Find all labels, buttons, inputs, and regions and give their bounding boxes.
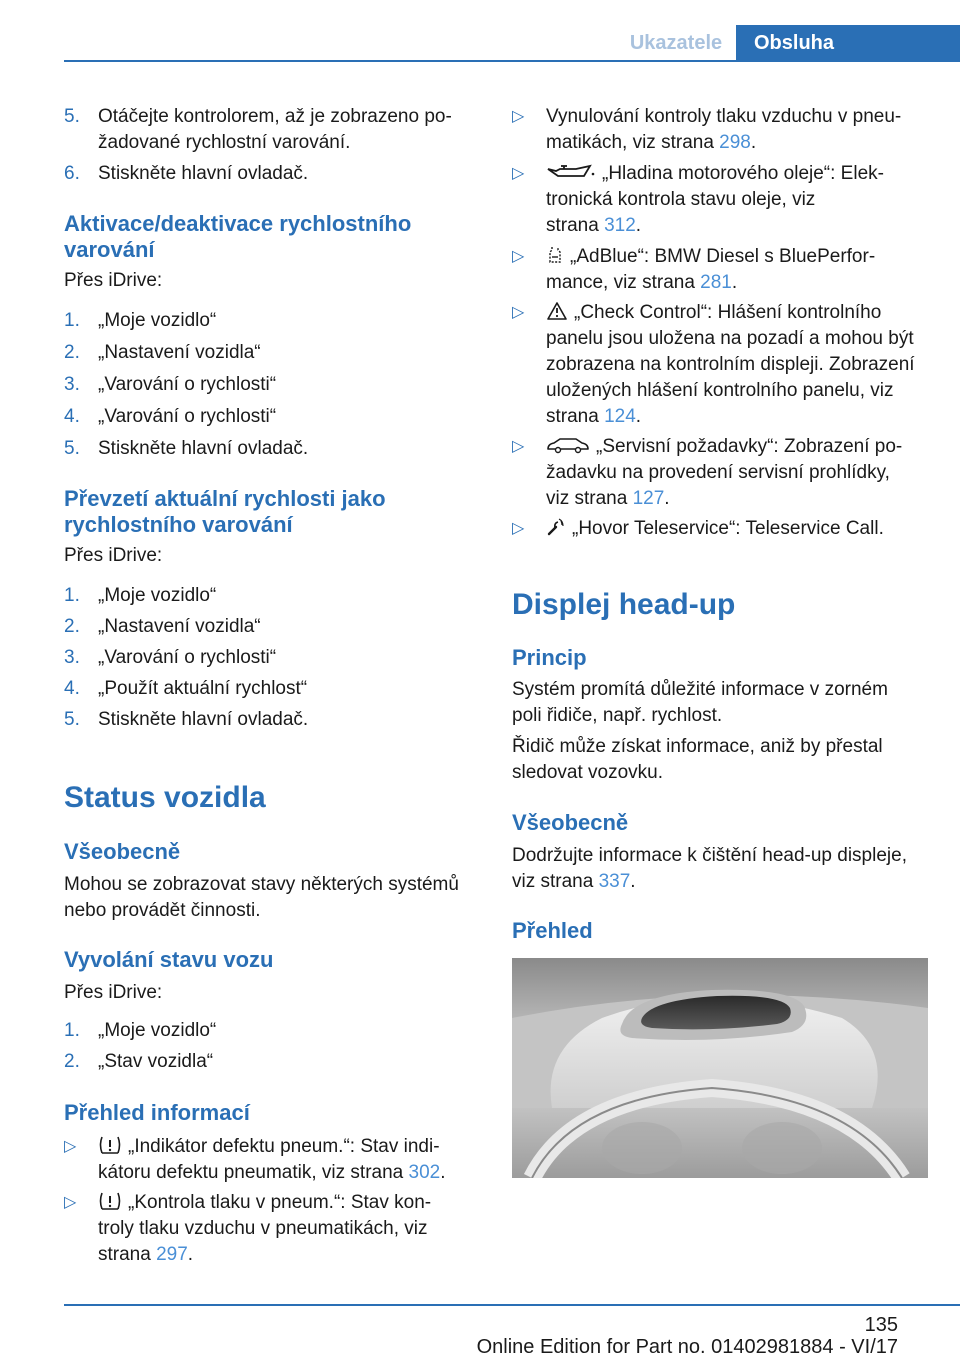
intro-text: Přes iDrive: xyxy=(64,270,163,291)
intro-text: Přes iDrive: xyxy=(64,545,163,566)
triangle-bullet-icon: ▷ xyxy=(64,1194,77,1211)
tire-defect-icon xyxy=(98,1135,122,1155)
list-item: 3. „Varování o rychlosti“ xyxy=(64,647,277,668)
list-item: 5. Stiskněte hlavní ovladač. xyxy=(64,709,309,730)
list-item: 1. „Moje vozidlo“ xyxy=(64,585,217,606)
triangle-bullet-icon: ▷ xyxy=(512,108,525,125)
list-item: 2. „Stav vozidla“ xyxy=(64,1051,214,1072)
section-title: rychlostního varování xyxy=(64,512,293,537)
list-item: 4. „Použít aktuální rychlost“ xyxy=(64,678,308,699)
list-item: 1. „Moje vozidlo“ xyxy=(64,310,217,331)
tire-pressure-icon xyxy=(98,1191,122,1211)
list-item: 4. „Varování o rychlosti“ xyxy=(64,406,277,427)
section-title: Vyvolání stavu vozu xyxy=(64,947,274,972)
page-link[interactable]: 298 xyxy=(719,132,751,153)
footer-divider xyxy=(64,1304,960,1306)
list-item: ▷ „Indikátor defektu pneum.“: Stav indi‐ kátoru defektu pneumatik, viz strana 302. xyxy=(64,1136,446,1183)
list-item: 6. Stiskněte hlavní ovladač. xyxy=(64,163,309,184)
section-title: Přehled informací xyxy=(64,1100,250,1125)
list-item: 2. „Nastavení vozidla“ xyxy=(64,616,261,637)
section-title: varování xyxy=(64,237,155,262)
page-link[interactable]: 312 xyxy=(604,215,636,236)
page-link[interactable]: 337 xyxy=(598,871,631,892)
list-item: ▷ „Kontrola tlaku v pneum.“: Stav kon‐ troly tlaku vzduchu v pneumatikách, viz strana 297. xyxy=(64,1192,432,1265)
chapter-title: Displej head-up xyxy=(512,588,736,621)
list-item: 5. Stiskněte hlavní ovladač. xyxy=(64,438,309,459)
paragraph: Řidič může získat informace, aniž by přestal xyxy=(512,736,883,757)
head-up-display-photo xyxy=(512,958,928,1178)
section-title: Přehled xyxy=(512,918,593,943)
list-item: ▷ Vynulování kontroly tlaku vzduchu v pneu‐ matikách, viz strana 298. xyxy=(512,106,902,153)
section-title: Aktivace/deaktivace rychlostního xyxy=(64,211,412,236)
page-link[interactable]: 281 xyxy=(700,272,732,293)
service-car-icon xyxy=(546,435,590,455)
triangle-bullet-icon: ▷ xyxy=(64,1138,77,1155)
paragraph: sledovat vozovku. xyxy=(512,762,664,783)
edition-note: Online Edition for Part no. 01402981884 - VI/17 xyxy=(476,1336,898,1358)
page-link[interactable]: 302 xyxy=(408,1162,441,1183)
adblue-icon xyxy=(546,245,564,265)
triangle-bullet-icon: ▷ xyxy=(512,165,525,182)
paragraph: nebo provádět činnosti. xyxy=(64,900,261,921)
paragraph: poli řidiče, např. rychlost. xyxy=(512,705,723,726)
page-link[interactable]: 124 xyxy=(604,406,636,427)
section-title: Všeobecně xyxy=(512,810,629,835)
triangle-bullet-icon: ▷ xyxy=(512,520,525,537)
list-item: ▷ „Hladina motorového oleje“: Elek‐ tronická kontrola stavu oleje, viz strana 312. xyxy=(512,163,884,236)
list-item: ▷ „Servisní požadavky“: Zobrazení po‐ žadavku na provedení servisní prohlídky, viz strana 127. xyxy=(512,436,903,509)
list-item: 3. „Varování o rychlosti“ xyxy=(64,374,277,395)
list-item: ▷ „Hovor Teleservice“: Teleservice Call. xyxy=(512,516,930,542)
triangle-bullet-icon: ▷ xyxy=(512,248,525,265)
warning-triangle-icon xyxy=(546,301,568,321)
page-link[interactable]: 297 xyxy=(156,1244,188,1265)
section-title: Princip xyxy=(512,645,587,670)
paragraph: Mohou se zobrazovat stavy některých systémů xyxy=(64,874,459,895)
section-title: Převzetí aktuální rychlosti jako xyxy=(64,486,386,511)
paragraph: Dodržujte informace k čištění head-up displeje, xyxy=(512,845,907,866)
list-item: ▷ „AdBlue“: BMW Diesel s BluePerfor‐ mance, viz strana 281. xyxy=(512,246,876,293)
section-title: Všeobecně xyxy=(64,839,181,864)
paragraph: Systém promítá důležité informace v zorném xyxy=(512,679,888,700)
paragraph: viz strana 337. xyxy=(512,871,636,892)
list-item: 1. „Moje vozidlo“ xyxy=(64,1020,217,1041)
page-link[interactable]: 127 xyxy=(632,488,665,509)
triangle-bullet-icon: ▷ xyxy=(512,304,525,321)
oil-can-icon xyxy=(546,162,596,182)
list-item: 5. Otáčejte kontrolorem, až je zobrazeno po‐ žadované rychlostní varování. xyxy=(64,106,452,153)
intro-text: Přes iDrive: xyxy=(64,982,163,1003)
tab-obsluha[interactable]: Obsluha xyxy=(736,25,960,62)
list-item: ▷ „Check Control“: Hlášení kontrolního panelu jsou uložena na pozadí a mohou být zobrazena na kontrolním displeji. Zobrazení uložených hlášení kontrolního panelu, viz strana 124. xyxy=(512,302,915,427)
page-number: 135 xyxy=(864,1314,898,1336)
triangle-bullet-icon: ▷ xyxy=(512,438,525,455)
chapter-title: Status vozidla xyxy=(64,781,266,814)
list-item: 2. „Nastavení vozidla“ xyxy=(64,342,261,363)
page-header xyxy=(64,25,960,62)
wrench-call-icon xyxy=(546,517,566,537)
tab-ukazatele[interactable]: Ukazatele xyxy=(629,32,723,54)
